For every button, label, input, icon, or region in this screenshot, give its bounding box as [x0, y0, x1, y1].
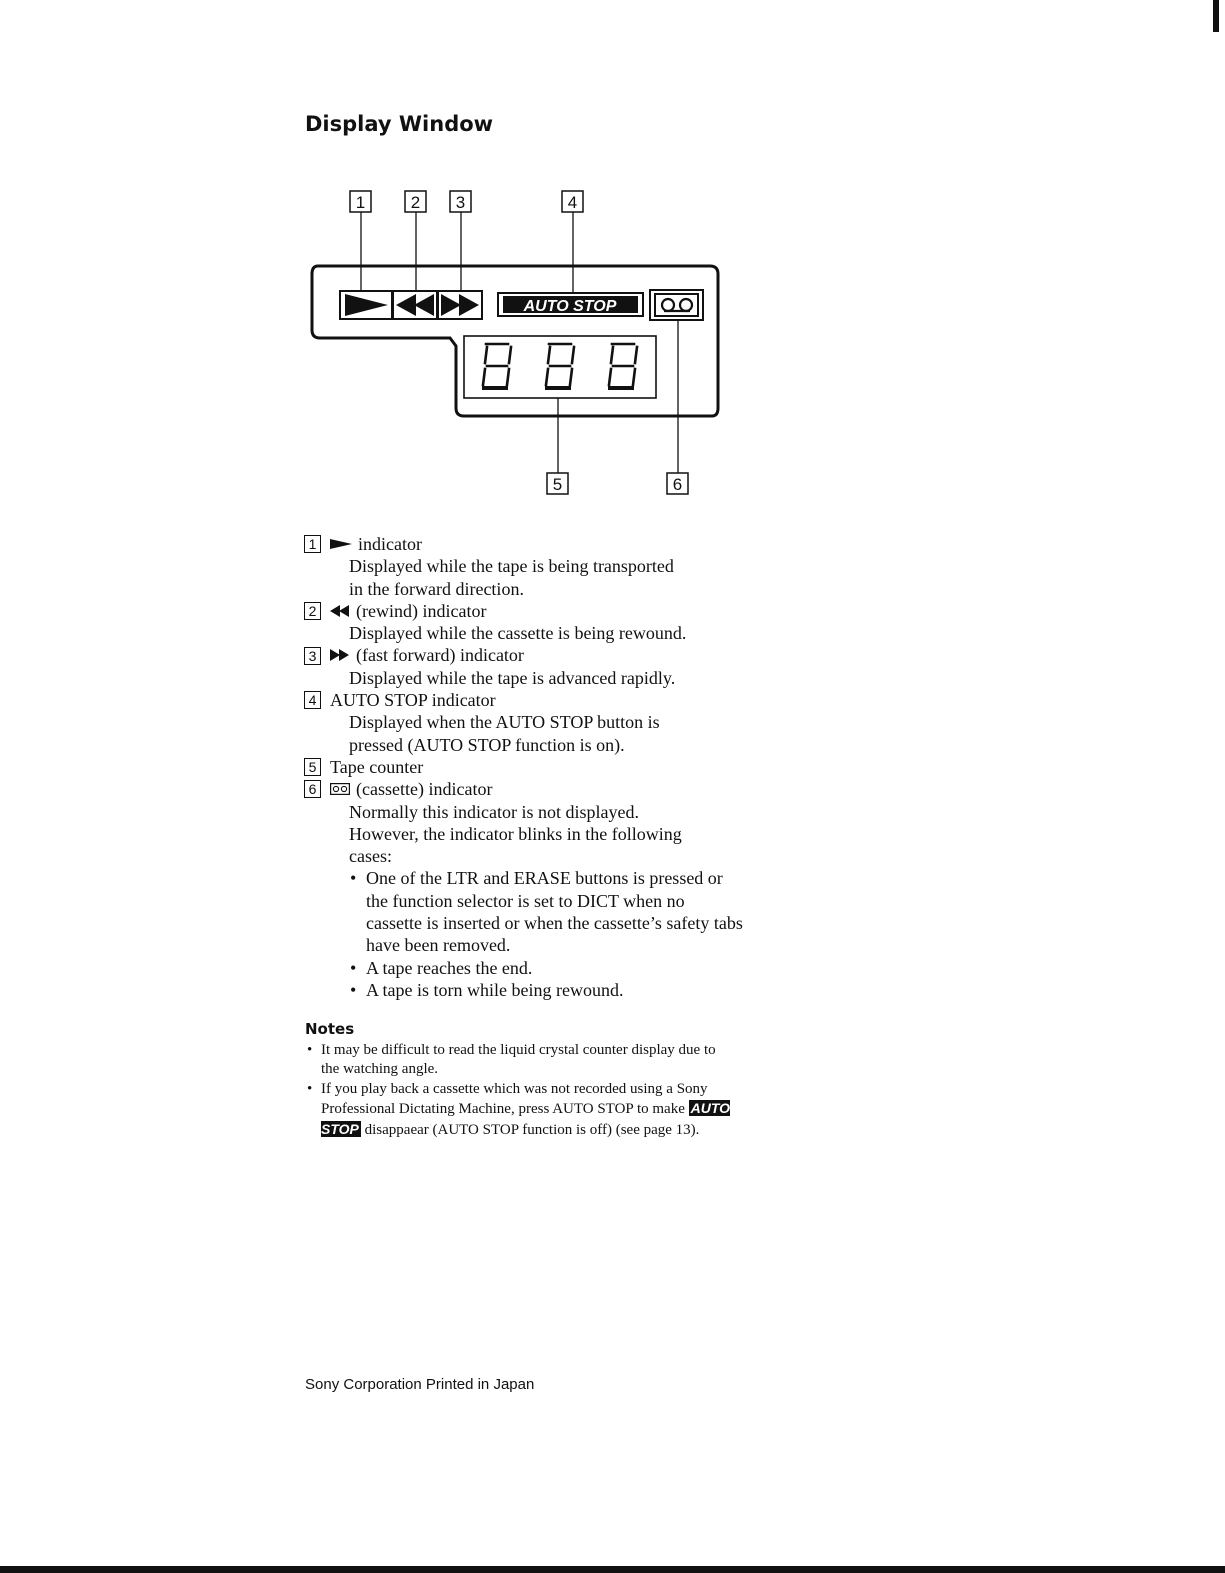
item-3-label: (fast forward) indicator: [356, 645, 524, 666]
page-edge-mark: [1213, 0, 1219, 32]
callout-4: [562, 191, 583, 212]
counter-segment: [609, 369, 611, 385]
rewind-indicator-icon: [330, 600, 350, 622]
auto-stop-segment: [498, 293, 643, 316]
page-bottom-rule: [0, 1566, 1225, 1573]
display-housing: [312, 266, 718, 416]
counter-segment: [483, 369, 485, 385]
cassette-segment: [650, 290, 703, 320]
item-5-label: Tape counter: [330, 756, 424, 777]
callout-1: [350, 191, 371, 212]
item-4-description: Displayed when the AUTO STOP button is pressed (AUTO STOP function is on).: [349, 712, 660, 755]
callout-2-label: 2: [410, 193, 421, 212]
item-2: [304, 600, 744, 645]
counter-segment: [572, 347, 574, 363]
item-6-label: (cassette) indicator: [356, 779, 493, 800]
counter-digits: [483, 344, 637, 388]
play-segment: [340, 291, 392, 319]
fast-forward-segment: [438, 291, 482, 319]
item-6: [304, 778, 744, 1001]
notes-list: [305, 1041, 735, 1140]
counter-segment: [570, 369, 572, 385]
counter-segment: [611, 347, 613, 363]
notes-title: Notes: [305, 1020, 355, 1038]
item-2-description: Displayed while the cassette is being rewound.: [349, 623, 687, 644]
callout-1-label: 1: [355, 193, 366, 212]
case-item: • One of the LTR and ERASE buttons is pressed or the function selector is set to DICT when no cassette is inserted or when the cassette’s safety tabs have been removed.: [350, 867, 744, 956]
callout-6: [667, 473, 688, 494]
rewind-segment: [393, 291, 437, 319]
case-item: • A tape reaches the end.: [350, 957, 744, 979]
item-4-number: 4: [304, 691, 321, 709]
cassette-indicator-icon: [330, 778, 350, 800]
callout-4-label: 4: [567, 193, 578, 212]
counter-digit: [483, 344, 511, 388]
item-1-label: indicator: [358, 534, 422, 554]
counter-segment: [509, 347, 511, 363]
counter-digit: [609, 344, 637, 388]
fast-forward-indicator-icon: [330, 644, 350, 666]
item-5-number: 5: [304, 758, 321, 776]
item-3-number: 3: [304, 647, 321, 665]
callout-2: [405, 191, 426, 212]
counter-segment: [635, 347, 637, 363]
callout-6-label: 6: [672, 475, 683, 494]
counter-segment: [507, 369, 509, 385]
play-indicator-icon: [330, 533, 352, 555]
counter-segment: [548, 347, 550, 363]
item-1: [304, 533, 744, 600]
note-item: • It may be difficult to read the liquid crystal counter display due to the watching angle.: [305, 1041, 735, 1080]
display-window-diagram: [300, 180, 725, 500]
item-2-label: (rewind) indicator: [356, 600, 487, 621]
item-1-number: 1: [304, 535, 321, 553]
counter-segment: [633, 369, 635, 385]
callout-5-label: 5: [552, 475, 563, 494]
counter-digit: [546, 344, 574, 388]
callout-3: [450, 191, 471, 212]
item-3-description: Displayed while the tape is advanced rapidly.: [349, 667, 676, 688]
auto-stop-label: AUTO STOP: [523, 298, 617, 315]
item-2-number: 2: [304, 602, 321, 620]
callout-5: [547, 473, 568, 494]
item-1-description: Displayed while the tape is being transported in the forward direction.: [349, 556, 674, 599]
counter-segment: [546, 369, 548, 385]
item-4-label: AUTO STOP indicator: [330, 690, 496, 711]
case-item: • A tape is torn while being rewound.: [350, 979, 744, 1001]
counter-segment: [485, 347, 487, 363]
note-item: • If you play back a cassette which was not recorded using a Sony Professional Dictating Machine, press AUTO STOP to make AUTO STOP disappaear (AUTO STOP function is off) (see page 13).: [305, 1080, 735, 1140]
item-5: [304, 756, 744, 778]
page-title: Display Window: [305, 112, 494, 136]
callout-3-label: 3: [455, 193, 466, 212]
item-3: [304, 644, 744, 689]
item-6-description: Normally this indicator is not displayed. However, the indicator blinks in the following cases:: [349, 801, 682, 867]
item-6-number: 6: [304, 780, 321, 798]
indicator-list: [304, 533, 744, 1001]
auto-stop-badge: AUTO STOP: [321, 1100, 731, 1137]
page-footer: Sony Corporation Printed in Japan: [305, 1376, 535, 1393]
item-4: [304, 689, 744, 756]
item-6-cases: [304, 867, 744, 1001]
